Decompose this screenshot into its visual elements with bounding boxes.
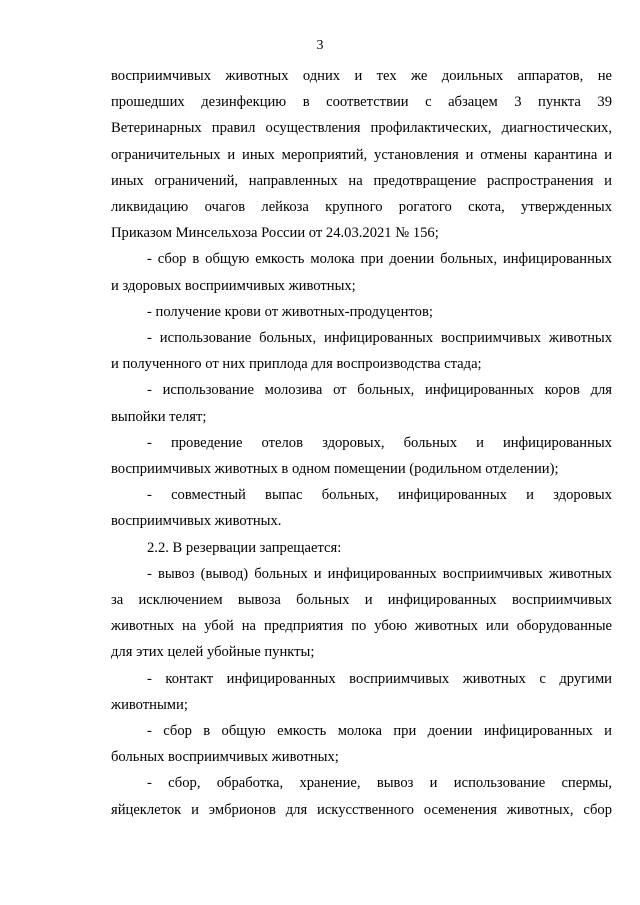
text-line: иных ограничений, направленных на предотвращение распространения и	[111, 172, 612, 189]
list-item	[111, 246, 612, 298]
text-line: - контакт инфицированных восприимчивых животных с другими	[147, 670, 612, 687]
list-item	[111, 299, 612, 325]
text-line: - использование больных, инфицированных восприимчивых животных	[147, 330, 612, 347]
list-item	[111, 482, 612, 534]
text-line: за исключением вывоза больных и инфицированных восприимчивых	[111, 592, 612, 609]
text-line: Приказом Минсельхоза России от 24.03.2021 № 156;	[111, 225, 439, 242]
text-line: ликвидацию очагов лейкоза крупного рогатого скота, утвержденных	[111, 199, 612, 216]
text-line: - сбор, обработка, хранение, вывоз и использование спермы,	[147, 775, 612, 792]
text-line: выпойки телят;	[111, 408, 207, 425]
text-line: - проведение отелов здоровых, больных и инфицированных	[147, 434, 612, 451]
text-line: яйцеклеток и эмбрионов для искусственного осеменения животных, сбор	[111, 801, 612, 818]
text-line: прошедших дезинфекцию в соответствии с абзацем 3 пункта 39	[111, 94, 612, 111]
list-item	[111, 325, 612, 377]
list-item	[111, 770, 612, 822]
text-line: и здоровых восприимчивых животных;	[111, 277, 356, 294]
text-line: животных на убой на предприятия по убою животных или оборудованные	[111, 618, 612, 635]
text-line: - использование молозива от больных, инфицированных коров для	[147, 382, 612, 399]
text-line: Ветеринарных правил осуществления профилактических, диагностических,	[111, 120, 612, 137]
section-heading	[111, 535, 612, 561]
document-body	[111, 63, 612, 823]
list-item	[111, 561, 612, 666]
paragraph	[111, 63, 612, 246]
text-line: и полученного от них приплода для воспроизводства стада;	[111, 356, 482, 373]
text-line: ограничительных и иных мероприятий, установления и отмены карантина и	[111, 146, 612, 163]
text-line: восприимчивых животных одних и тех же доильных аппаратов, не	[111, 68, 612, 84]
text-line: 2.2. В резервации запрещается:	[147, 539, 342, 556]
text-line: восприимчивых животных.	[111, 513, 282, 530]
text-line: восприимчивых животных в одном помещении (родильном отделении);	[111, 461, 559, 478]
list-item	[111, 666, 612, 718]
text-line: - получение крови от животных-продуцентов;	[147, 303, 433, 320]
text-line: - совместный выпас больных, инфицированных и здоровых	[147, 487, 612, 504]
page-number: 3	[316, 38, 324, 53]
text-line: животными;	[111, 696, 188, 713]
text-line: - сбор в общую емкость молока при доении инфицированных и	[147, 723, 612, 740]
text-line: больных восприимчивых животных;	[111, 749, 339, 766]
text-line: - вывоз (вывод) больных и инфицированных восприимчивых животных	[147, 565, 612, 582]
text-line: - сбор в общую емкость молока при доении больных, инфицированных	[147, 251, 612, 268]
list-item	[111, 377, 612, 429]
list-item	[111, 430, 612, 482]
list-item	[111, 718, 612, 770]
text-line: для этих целей убойные пункты;	[111, 644, 315, 661]
